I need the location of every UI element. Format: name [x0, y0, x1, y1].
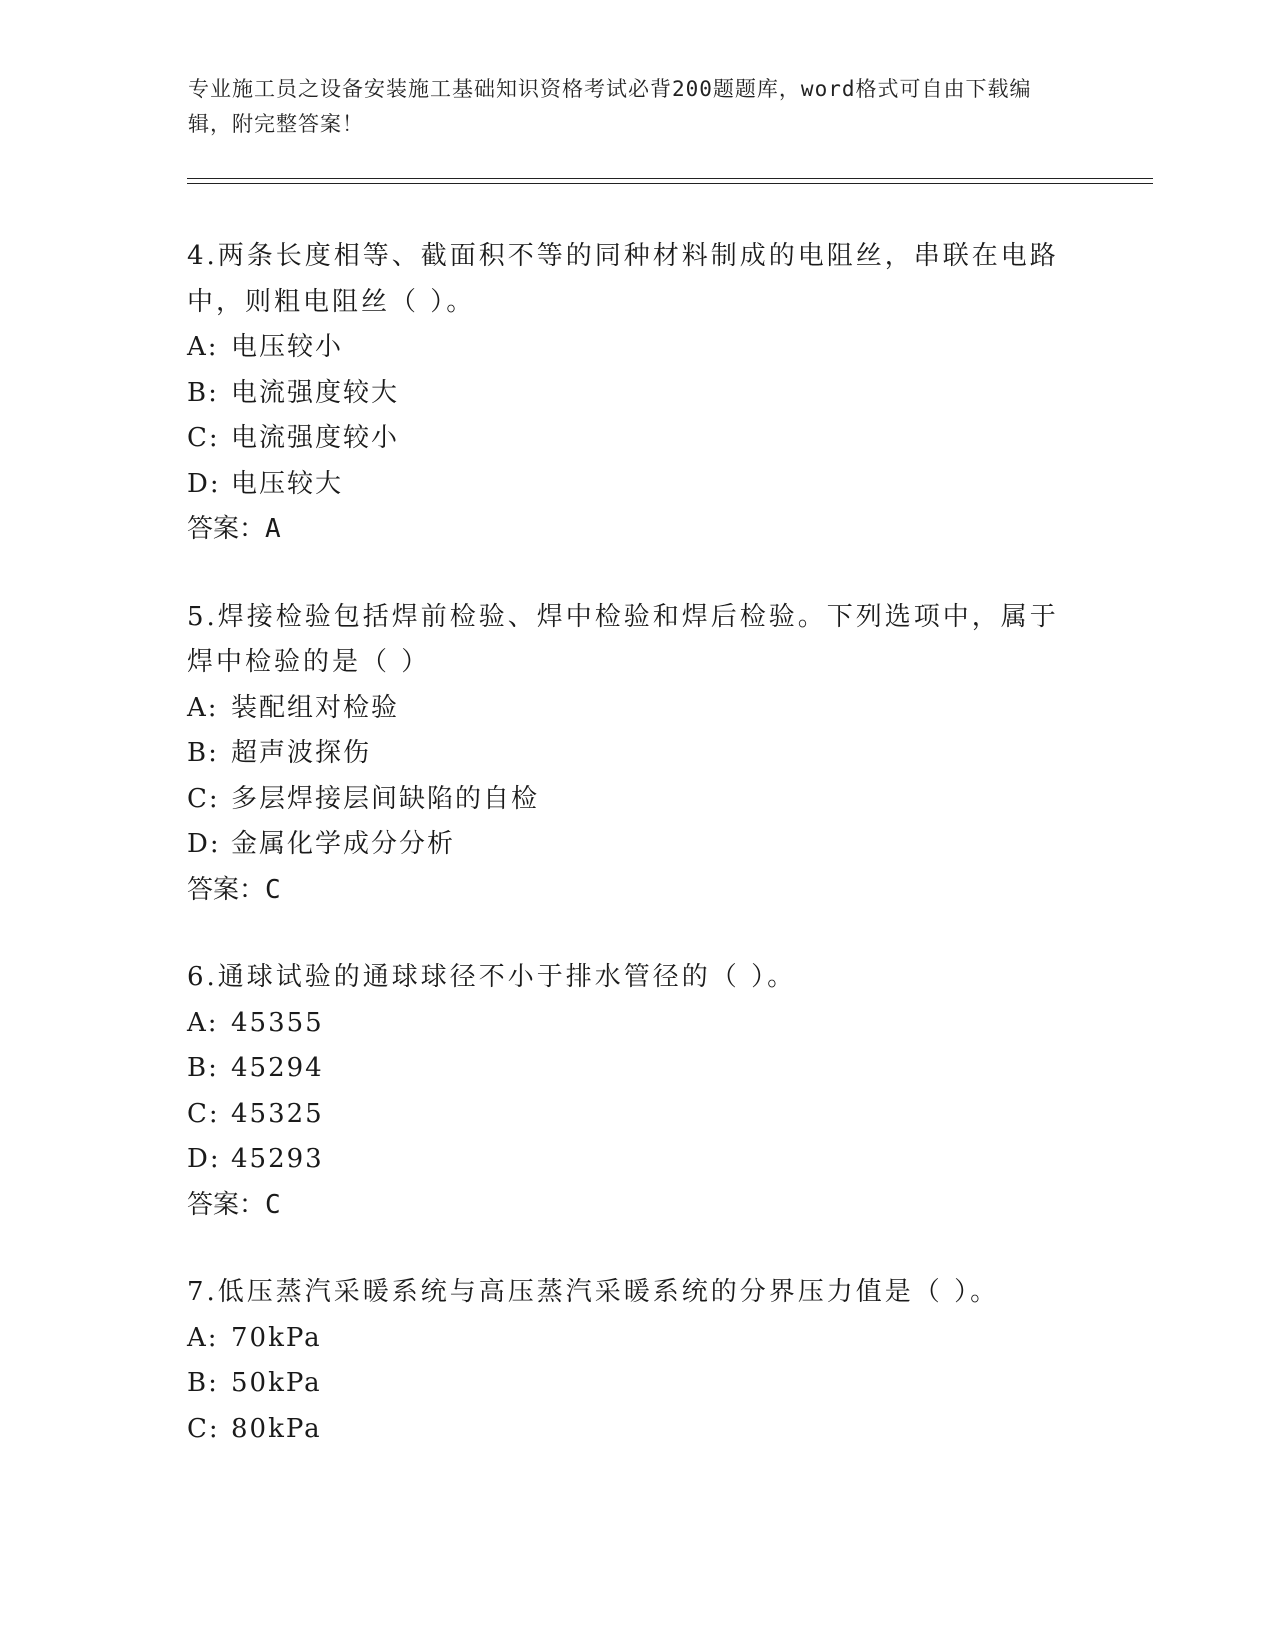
option-text: 45294 — [231, 1053, 324, 1083]
option-text: 多层焊接层间缺陷的自检 — [231, 783, 540, 814]
option-letter: D: — [187, 829, 221, 859]
question-7 — [187, 1270, 1067, 1452]
option-letter: B: — [187, 377, 219, 408]
option-d — [187, 462, 1067, 508]
option-a — [187, 686, 1067, 732]
option-d — [187, 822, 1067, 868]
option-text: 45355 — [231, 1007, 324, 1038]
option-text: 电流强度较小 — [231, 423, 400, 453]
option-text: 80kPa — [231, 1413, 322, 1444]
option-letter: B: — [187, 738, 219, 768]
option-d — [187, 1137, 1067, 1183]
question-stem: 5.焊接检验包括焊前检验、焊中检验和焊后检验。下列选项中，属于焊中检验的是（ ） — [187, 601, 1059, 677]
option-c — [187, 1407, 1067, 1453]
option-b — [187, 1361, 1067, 1407]
question-stem: 4.两条长度相等、截面积不等的同种材料制成的电阻丝，串联在电路中，则粗电阻丝（ ）。 — [187, 241, 1059, 317]
option-b — [187, 731, 1067, 777]
option-letter: C: — [187, 1413, 220, 1444]
question-6 — [187, 955, 1067, 1228]
option-letter: D: — [187, 1144, 221, 1174]
option-letter: A: — [187, 332, 219, 362]
option-text: 50kPa — [231, 1368, 322, 1398]
answer-line: 答案：A — [187, 514, 281, 544]
header-divider-top — [187, 178, 1153, 179]
option-c — [187, 416, 1067, 462]
option-c — [187, 777, 1067, 823]
option-text: 金属化学成分分析 — [231, 829, 456, 859]
option-text: 电压较大 — [231, 468, 344, 499]
option-b — [187, 1046, 1067, 1092]
question-stem: 7.低压蒸汽采暖系统与高压蒸汽采暖系统的分界压力值是（ ）。 — [187, 1277, 1000, 1307]
question-5 — [187, 595, 1067, 914]
option-letter: A: — [187, 692, 219, 723]
question-4 — [187, 234, 1067, 553]
answer-line: 答案：C — [187, 1189, 281, 1220]
option-letter: C: — [187, 423, 220, 453]
header-divider-bottom — [187, 183, 1153, 184]
option-text: 超声波探伤 — [231, 738, 372, 768]
option-text: 45325 — [231, 1098, 324, 1129]
option-letter: B: — [187, 1053, 219, 1083]
question-stem: 6.通球试验的通球球径不小于排水管径的（ ）。 — [187, 962, 797, 992]
option-letter: A: — [187, 1007, 219, 1038]
option-letter: C: — [187, 783, 220, 814]
answer-line: 答案：C — [187, 874, 281, 905]
option-a — [187, 325, 1067, 371]
option-letter: D: — [187, 468, 221, 499]
option-c — [187, 1092, 1067, 1138]
option-letter: A: — [187, 1322, 219, 1353]
option-text: 装配组对检验 — [231, 692, 400, 723]
document-header — [188, 72, 1068, 142]
document-title: 专业施工员之设备安装施工基础知识资格考试必背200题题库，word格式可自由下载编辑，附完整答案！ — [188, 77, 1032, 136]
option-text: 电流强度较大 — [231, 377, 400, 408]
option-a — [187, 1001, 1067, 1047]
option-b — [187, 371, 1067, 417]
option-a — [187, 1316, 1067, 1362]
option-text: 电压较小 — [231, 332, 344, 362]
question-list — [187, 234, 1067, 1494]
option-letter: C: — [187, 1098, 220, 1129]
option-letter: B: — [187, 1368, 219, 1398]
option-text: 70kPa — [231, 1322, 322, 1353]
option-text: 45293 — [231, 1144, 324, 1174]
